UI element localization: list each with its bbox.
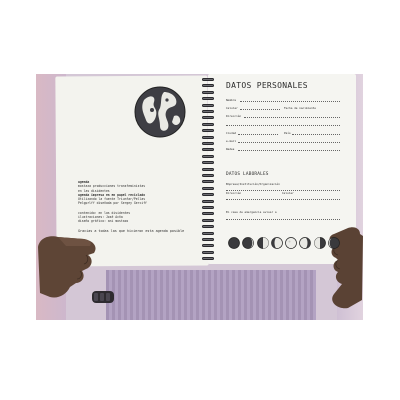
moon-full-icon: [285, 237, 297, 249]
credits-line: en las disidentes: [78, 188, 110, 193]
spiral-ring: [202, 110, 214, 113]
spiral-ring: [202, 84, 214, 87]
shirt: [106, 270, 316, 320]
spiral-ring: [202, 244, 214, 247]
spiral-ring: [202, 238, 214, 241]
label-nombre: Nombre: [226, 98, 237, 102]
globe-illustration: [134, 86, 186, 138]
spiral-ring: [202, 212, 214, 215]
spiral-ring: [202, 225, 214, 228]
page-title: DATOS PERSONALES: [226, 81, 308, 90]
spiral-ring: [202, 161, 214, 164]
label-fecha-nacimiento: Fecha de nacimiento: [284, 106, 316, 110]
left-hand: [36, 229, 116, 320]
spiral-ring: [202, 142, 214, 145]
section-title-laboral: DATOS LABORALES: [226, 172, 269, 177]
credits-line: mostaza producciones transfeministas: [78, 184, 146, 189]
spiral-binding: [202, 74, 214, 264]
label-emergencia: En caso de emergencia avisar a: [226, 210, 277, 214]
spiral-ring: [202, 232, 214, 235]
label-direccion-laboral: Dirección: [226, 191, 242, 195]
line-emergencia: [226, 219, 340, 220]
label-email: e-mail: [226, 139, 237, 143]
spiral-ring: [202, 251, 214, 254]
label-empresa: Empresa/Institución/Organización: [226, 182, 280, 186]
spiral-ring: [202, 91, 214, 94]
credits-line: Utilizando la fuente Triunfar/Pellas: [78, 197, 146, 202]
line-direccion: [244, 117, 340, 118]
spiral-ring: [202, 174, 214, 177]
label-redes: Redes: [226, 147, 235, 151]
credits-line: agenda impresa en en papel reciclado: [78, 192, 146, 197]
label-celular-laboral: Celular: [282, 191, 294, 195]
spiral-ring: [202, 193, 214, 196]
label-pais: País: [284, 131, 291, 135]
label-direccion: Dirección: [226, 114, 242, 118]
line-laboral-2: [226, 199, 340, 200]
line-direccion-2: [226, 125, 340, 126]
moon-crescent-icon: [242, 237, 254, 249]
spiral-ring: [202, 200, 214, 203]
credits-line: diseño gráfico: ani mostazo: [78, 219, 129, 224]
credits-line: contenido: en las disidentes: [78, 210, 131, 215]
spiral-ring: [202, 78, 214, 81]
spiral-ring: [202, 148, 214, 151]
spiral-ring: [202, 104, 214, 107]
line-ciudad: [238, 134, 278, 135]
spiral-ring: [202, 180, 214, 183]
spiral-ring: [202, 123, 214, 126]
moon-new-icon: [228, 237, 240, 249]
line-email: [238, 142, 340, 143]
spiral-ring: [202, 219, 214, 222]
thanks-text: Gracias a todas las que hicieron esta agenda posible: [78, 228, 185, 233]
spiral-ring: [202, 97, 214, 100]
moon-phases: [228, 236, 340, 250]
moon-last-quarter-icon: [314, 237, 326, 249]
spiral-ring: [202, 129, 214, 132]
spiral-ring: [202, 155, 214, 158]
line-redes: [238, 150, 340, 151]
line-nombre: [240, 101, 340, 102]
moon-waning-gibbous-icon: [299, 237, 311, 249]
line-pais: [292, 134, 340, 135]
spiral-ring: [202, 206, 214, 209]
moon-gibbous-icon: [271, 237, 283, 249]
spiral-ring: [202, 187, 214, 190]
credits-line: agenda: [78, 180, 90, 184]
credits-block: [78, 180, 188, 233]
spiral-ring: [202, 257, 214, 260]
credits-line: Pelgprlff diseñada por Sergey Gerciff: [78, 201, 147, 206]
line-celular: [240, 109, 280, 110]
moon-waning-crescent-icon: [328, 237, 340, 249]
spiral-ring: [202, 116, 214, 119]
credits-line: ilustraciones: José Acña: [78, 215, 123, 220]
moon-quarter-icon: [257, 237, 269, 249]
label-ciudad: Ciudad: [226, 131, 237, 135]
spiral-ring: [202, 168, 214, 171]
spiral-ring: [202, 136, 214, 139]
label-celular: Celular: [226, 106, 238, 110]
